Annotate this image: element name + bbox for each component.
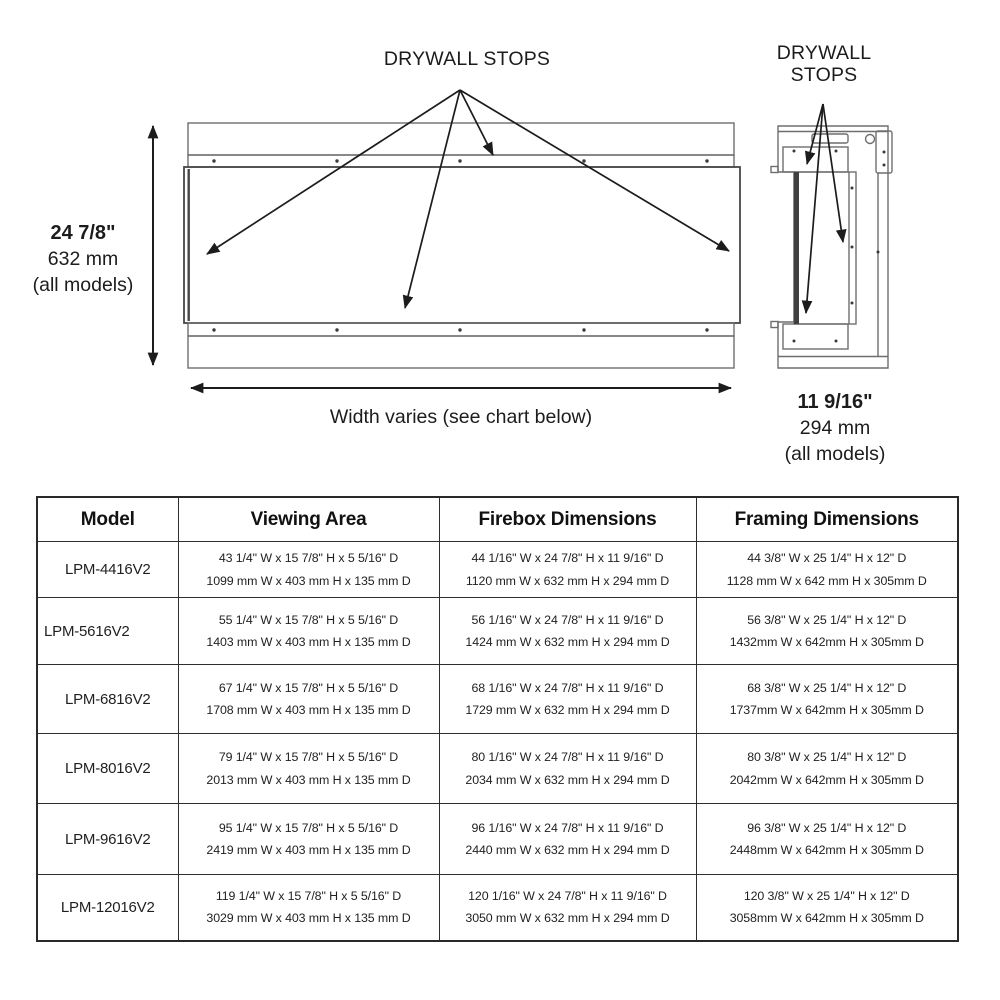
firebox-dimensions-cell [439, 598, 696, 665]
model-cell: LPM-4416V2 [37, 542, 178, 598]
viewing-mm: 1708 mm W x 403 mm H x 135 mm D [206, 703, 411, 717]
firebox-inches: 80 1/16" W x 24 7/8" H x 11 9/16" D [471, 750, 664, 765]
framing-dimensions-cell [696, 665, 958, 734]
table-row [37, 875, 958, 941]
table-row [37, 665, 958, 734]
viewing-inches: 43 1/4" W x 15 7/8" H x 5 5/16" D [218, 551, 399, 566]
framing-mm: 3058mm W x 642mm H x 305mm D [729, 911, 924, 926]
side-depth-note: (all models) [784, 443, 886, 465]
firebox-mm: 2034 mm W x 632 mm H x 294 mm D [465, 772, 670, 787]
framing-inches: 80 3/8" W x 25 1/4" H x 12" D [747, 750, 907, 765]
framing-mm: 1128 mm W x 642 mm H x 305mm D [726, 573, 927, 588]
front-view-drawing [184, 123, 740, 368]
framing-inches: 56 3/8" W x 25 1/4" H x 12" D [747, 612, 907, 627]
col-header-model: Model [37, 497, 178, 542]
side-depth-dimension-label [752, 389, 918, 467]
firebox-mm: 1424 mm W x 632 mm H x 294 mm D [465, 635, 670, 649]
viewing-mm: 2419 mm W x 403 mm H x 135 mm D [206, 843, 411, 857]
front-bottom-band [188, 336, 734, 368]
viewing-area-cell [178, 665, 439, 734]
firebox-mm: 1120 mm W x 632 mm H x 294 mm D [465, 573, 670, 588]
viewing-inches: 119 1/4" W x 15 7/8" H x 5 5/16" D [215, 889, 402, 904]
table-row [37, 598, 958, 665]
framing-inches: 68 3/8" W x 25 1/4" H x 12" D [747, 680, 907, 695]
side-bottom-drywall-lip [771, 322, 778, 328]
firebox-dimensions-cell [439, 665, 696, 734]
col-header-framing-dimensions: Framing Dimensions [696, 497, 958, 542]
model-cell: LPM-8016V2 [37, 734, 178, 804]
framing-dimensions-cell [696, 804, 958, 875]
framing-mm: 2042mm W x 642mm H x 305mm D [729, 772, 924, 787]
viewing-mm: 1403 mm W x 403 mm H x 135 mm D [206, 635, 411, 649]
firebox-inches: 44 1/16" W x 24 7/8" H x 11 9/16" D [471, 551, 664, 566]
firebox-inches: 96 1/16" W x 24 7/8" H x 11 9/16" D [471, 820, 664, 835]
installation-diagram [0, 0, 1000, 492]
front-height-dimension-label [10, 220, 156, 298]
viewing-area-cell [178, 804, 439, 875]
side-top-tab [812, 134, 848, 143]
viewing-mm: 3029 mm W x 403 mm H x 135 mm D [206, 911, 411, 926]
table-row [37, 734, 958, 804]
framing-inches: 44 3/8" W x 25 1/4" H x 12" D [747, 551, 907, 566]
front-height-inches: 24 7/8" [50, 222, 116, 244]
front-height-note: (all models) [32, 274, 134, 296]
table-row [37, 542, 958, 598]
viewing-inches: 67 1/4" W x 15 7/8" H x 5 5/16" D [218, 680, 399, 695]
model-cell: LPM-5616V2 [37, 598, 178, 665]
firebox-inches: 120 1/16" W x 24 7/8" H x 11 9/16" D [468, 889, 667, 904]
viewing-inches: 95 1/4" W x 15 7/8" H x 5 5/16" D [218, 820, 399, 835]
front-height-mm: 632 mm [47, 248, 119, 270]
viewing-mm: 1099 mm W x 403 mm H x 135 mm D [206, 573, 411, 588]
framing-dimensions-cell [696, 734, 958, 804]
viewing-inches: 79 1/4" W x 15 7/8" H x 5 5/16" D [218, 750, 399, 765]
firebox-dimensions-cell [439, 734, 696, 804]
firebox-mm: 3050 mm W x 632 mm H x 294 mm D [465, 911, 670, 926]
model-cell: LPM-9616V2 [37, 804, 178, 875]
framing-inches: 96 3/8" W x 25 1/4" H x 12" D [747, 820, 907, 835]
viewing-mm: 2013 mm W x 403 mm H x 135 mm D [206, 772, 411, 787]
framing-dimensions-cell [696, 598, 958, 665]
front-viewing-opening [184, 167, 740, 323]
col-header-viewing-area: Viewing Area [178, 497, 439, 542]
framing-dimensions-cell [696, 542, 958, 598]
front-width-label: Width varies (see chart below) [329, 406, 593, 428]
framing-dimensions-cell [696, 875, 958, 941]
side-screw-dots [793, 150, 886, 343]
side-knockout-hole [866, 135, 875, 144]
model-cell: LPM-6816V2 [37, 665, 178, 734]
table-row [37, 804, 958, 875]
model-cell: LPM-12016V2 [37, 875, 178, 941]
viewing-area-cell [178, 542, 439, 598]
viewing-area-cell [178, 875, 439, 941]
firebox-inches: 56 1/16" W x 24 7/8" H x 11 9/16" D [471, 612, 664, 627]
viewing-area-cell [178, 598, 439, 665]
col-header-firebox-dimensions: Firebox Dimensions [439, 497, 696, 542]
side-depth-mm: 294 mm [799, 417, 871, 439]
side-top-drywall-lip [771, 167, 778, 173]
front-drywall-stops-label: DRYWALL STOPS [383, 48, 551, 70]
framing-inches: 120 3/8" W x 25 1/4" H x 12" D [743, 889, 910, 904]
side-front-face-bar [794, 172, 799, 324]
firebox-dimensions-cell [439, 542, 696, 598]
side-firebox-panel [794, 172, 856, 324]
side-depth-inches: 11 9/16" [797, 391, 873, 413]
front-screw-dots [212, 159, 708, 331]
firebox-dimensions-cell [439, 804, 696, 875]
table-header-row [37, 497, 958, 542]
dimensions-table [36, 496, 959, 942]
firebox-dimensions-cell [439, 875, 696, 941]
front-top-band [188, 123, 734, 155]
side-drywall-stops-label: DRYWALL STOPS [776, 42, 872, 86]
framing-mm: 1432mm W x 642mm H x 305mm D [729, 635, 924, 649]
firebox-mm: 2440 mm W x 632 mm H x 294 mm D [465, 843, 670, 857]
firebox-inches: 68 1/16" W x 24 7/8" H x 11 9/16" D [471, 680, 664, 695]
framing-mm: 1737mm W x 642mm H x 305mm D [729, 703, 924, 717]
firebox-mm: 1729 mm W x 632 mm H x 294 mm D [465, 703, 670, 717]
viewing-area-cell [178, 734, 439, 804]
viewing-inches: 55 1/4" W x 15 7/8" H x 5 5/16" D [218, 612, 399, 627]
framing-mm: 2448mm W x 642mm H x 305mm D [729, 843, 924, 857]
side-bottom-flange-plate [783, 324, 848, 349]
